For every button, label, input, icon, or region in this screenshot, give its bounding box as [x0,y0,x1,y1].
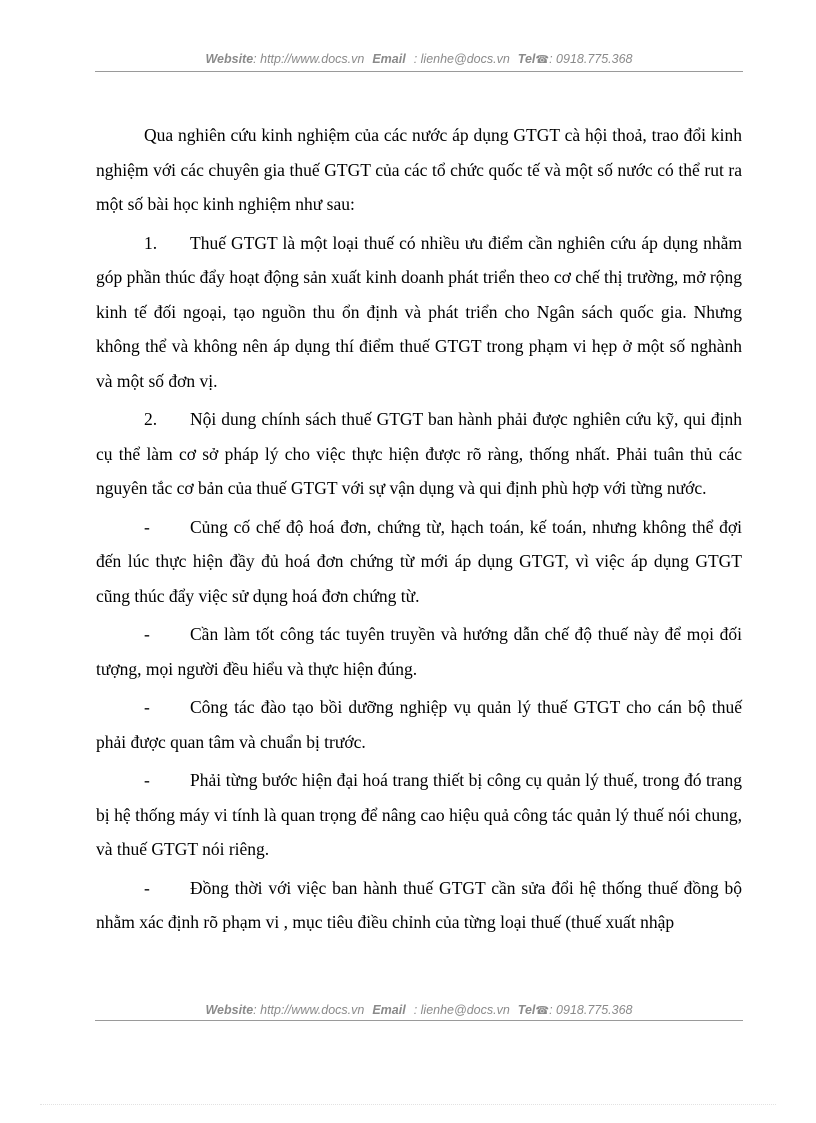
footer-email-label: Email [372,1003,406,1017]
list-item-marker: 2. [144,409,158,429]
footer-email-value[interactable]: : lienhe@docs.vn [413,1003,510,1017]
intro-paragraph: Qua nghiên cứu kinh nghiệm của các nước áp dụng GTGT cà hội thoả, trao đổi kinh nghiệm với các chuyên gia thuế GTGT của các tổ chức quốc tế và một số nước có thể rut ra một số bài học kinh nghiệm như sau: [96,125,742,214]
footer-tel-label: Tel [517,1003,536,1017]
footer-website-url[interactable]: : http://www.docs.vn [253,1003,365,1017]
header-email-label: Email [372,52,406,66]
list-item [96,402,742,506]
phone-icon: ☎ [535,54,550,66]
page-bottom-border [40,1104,776,1105]
list-item-text: Nội dung chính sách thuế GTGT ban hành phải được nghiên cứu kỹ, qui định cụ thể làm cơ sở pháp lý cho việc thực hiện được rõ ràng, thống nhất. Phải tuân thủ các nguyên tắc cơ bản của thuế GTGT với sự vận dụng và qui định phù hợp với từng nước. [96,409,742,498]
header-website-label: Website [205,52,254,66]
list-item [96,510,742,614]
footer-website-label: Website [205,1003,254,1017]
list-item-marker: - [144,697,150,717]
list-item-marker: 1. [144,232,158,253]
footer-divider [95,1020,743,1021]
document-body [96,118,742,944]
header-website-url[interactable]: : http://www.docs.vn [253,52,365,66]
list-item-marker: - [144,770,150,790]
list-item-text: Công tác đào tạo bồi dưỡng nghiệp vụ quản lý thuế GTGT cho cán bộ thuế phải được quan tâm và chuẩn bị trước. [96,697,742,752]
list-item [96,871,742,940]
list-item-marker: - [144,516,150,537]
header-email-value[interactable]: : lienhe@docs.vn [413,52,510,66]
list-item-text: Đồng thời với việc ban hành thuế GTGT cần sửa đổi hệ thống thuế đồng bộ nhằm xác định rõ phạm vi , mục tiêu điều chỉnh của từng loại thuế (thuế xuất nhập [96,877,742,932]
page-header [95,52,743,66]
list-item-text: Phải từng bước hiện đại hoá trang thiết bị công cụ quản lý thuế, trong đó trang bị hệ thống máy vi tính là quan trọng để nâng cao hiệu quả công tác quản lý thuế nói chung, và thuế GTGT nói riêng. [96,770,742,859]
phone-icon: ☎ [535,1005,550,1017]
header-tel-value: : 0918.775.368 [549,52,633,66]
list-item-text: Thuế GTGT là một loại thuế có nhiều ưu điểm cần nghiên cứu áp dụng nhằm góp phần thúc đẩy hoạt động sản xuất kinh doanh phát triển theo cơ chế thị trường, mở rộng kinh tế đối ngoại, tạo nguồn thu ổn định và phát triển cho Ngân sách quốc gia. Nhưng không thể và không nên áp dụng thí điểm thuế GTGT trong phạm vi hẹp ở một số nghành và một số đơn vị. [96,232,742,391]
list-item-marker: - [144,877,150,898]
list-item [96,226,742,399]
header-divider [95,71,743,72]
footer-tel-value: : 0918.775.368 [549,1003,633,1017]
list-item-marker: - [144,624,150,644]
header-tel-label: Tel [517,52,536,66]
list-item [96,690,742,759]
list-item [96,763,742,867]
page-footer [95,1003,743,1017]
list-item [96,617,742,686]
list-item-text: Củng cố chế độ hoá đơn, chứng từ, hạch toán, kế toán, nhưng không thể đợi đến lúc thực hiện đầy đủ hoá đơn chứng từ mới áp dụng GTGT, vì việc áp dụng GTGT cũng thúc đẩy việc sử dụng hoá đơn chứng từ. [96,516,742,606]
list-item-text: Cần làm tốt công tác tuyên truyền và hướng dẫn chế độ thuế này để mọi đối tượng, mọi người đều hiểu và thực hiện đúng. [96,624,742,679]
